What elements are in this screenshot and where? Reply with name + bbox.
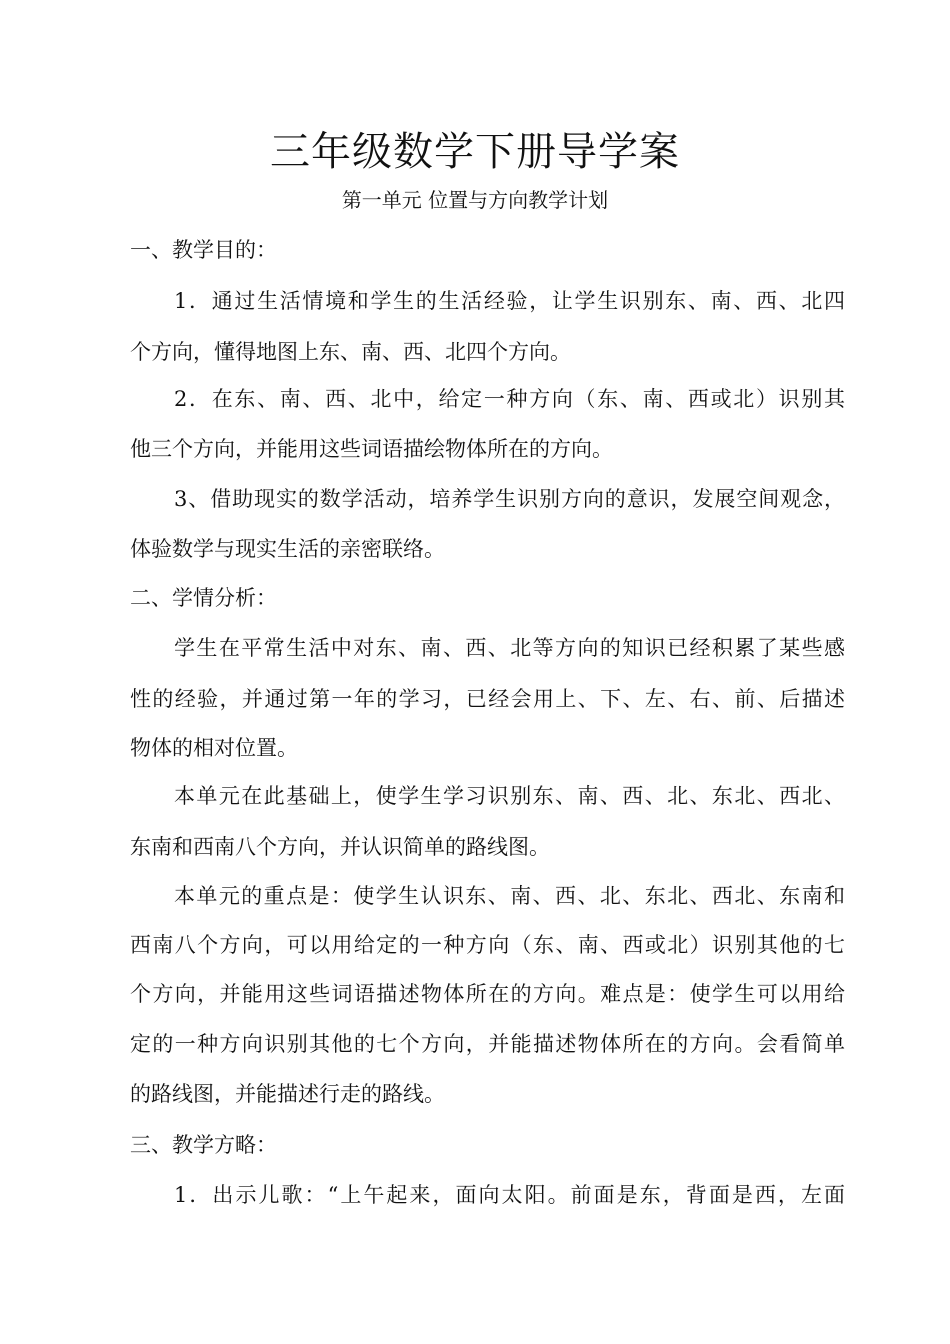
paragraph-line: 定的一种方向识别其他的七个方向，并能描述物体所在的方向。会看简单 (130, 1032, 845, 1056)
paragraph-line: 西南八个方向，可以用给定的一种方向（东、南、西或北）识别其他的七 (130, 933, 845, 957)
paragraph-line: 东南和西南八个方向，并认识简单的路线图。 (130, 835, 550, 859)
paragraph-line: 性的经验，并通过第一年的学习，已经会用上、下、左、右、前、后描述 (130, 687, 845, 711)
section-heading-teaching-strategy: 三、教学方略： (130, 1133, 277, 1157)
section-heading-teaching-goals: 一、教学目的： (130, 238, 277, 262)
paragraph-line: 他三个方向，并能用这些词语描绘物体所在的方向。 (130, 437, 613, 461)
paragraph-line: 个方向，并能用这些词语描述物体所在的方向。难点是：使学生可以用给 (130, 982, 845, 1006)
paragraph-line: 物体的相对位置。 (130, 736, 298, 760)
document-subtitle: 第一单元 位置与方向教学计划 (341, 188, 609, 212)
paragraph-line: 本单元的重点是：使学生认识东、南、西、北、东北、西北、东南和 (174, 884, 845, 908)
paragraph-line: 体验数学与现实生活的亲密联络。 (130, 537, 445, 561)
paragraph-line: 个方向，懂得地图上东、南、西、北四个方向。 (130, 340, 571, 364)
paragraph-line: 的路线图，并能描述行走的路线。 (130, 1082, 445, 1106)
paragraph-line: 1．通过生活情境和学生的生活经验，让学生识别东、南、西、北四 (174, 289, 845, 313)
document-title: 三年级数学下册导学案 (270, 129, 680, 175)
paragraph-line: 3、借助现实的数学活动，培养学生识别方向的意识，发展空间观念， (174, 487, 845, 511)
paragraph-line: 学生在平常生活中对东、南、西、北等方向的知识已经积累了某些感 (174, 636, 845, 660)
paragraph-line: 2．在东、南、西、北中，给定一种方向（东、南、西或北）识别其 (174, 387, 845, 411)
paragraph-line: 本单元在此基础上，使学生学习识别东、南、西、北、东北、西北、 (174, 784, 845, 808)
paragraph-line: 1．出示儿歌：“上午起来，面向太阳。前面是东，背面是西，左面 (174, 1183, 845, 1207)
section-heading-learning-analysis: 二、学情分析： (130, 586, 277, 610)
